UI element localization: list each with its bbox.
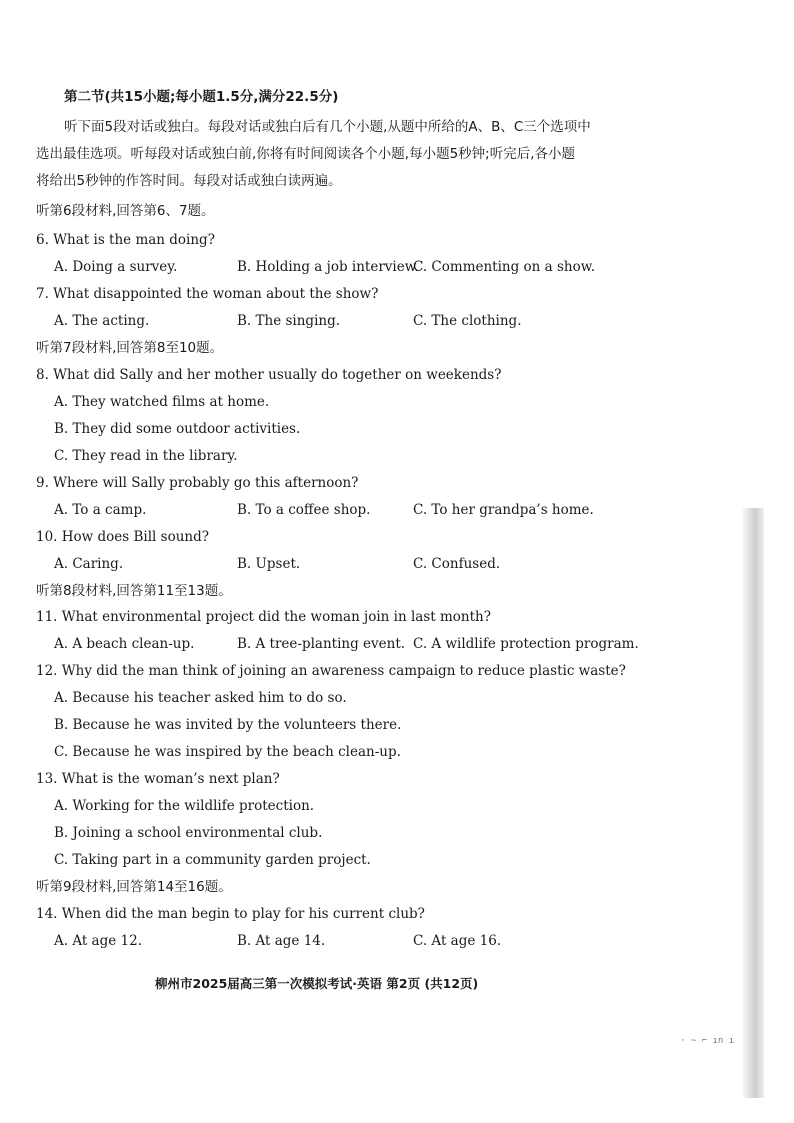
option-a: A. They watched films at home.	[54, 394, 270, 410]
question-stem: 8. What did Sally and her mother usually do together on weekends?	[36, 367, 502, 383]
option-b: B. A tree-planting event.	[237, 636, 406, 652]
option-c: C. To her grandpa’s home.	[413, 502, 594, 518]
option-b: B. At age 14.	[237, 933, 326, 949]
option-a: A. A beach clean-up.	[54, 636, 195, 652]
question-stem: 13. What is the woman’s next plan?	[36, 771, 280, 787]
option-c: C. Commenting on a show.	[413, 259, 595, 275]
option-c: C. They read in the library.	[54, 448, 238, 464]
option-b: B. Holding a job interview.	[237, 259, 419, 275]
option-b: B. Joining a school environmental club.	[54, 825, 323, 841]
option-b: B. The singing.	[237, 313, 341, 329]
option-a: A. The acting.	[54, 313, 150, 329]
instructions-line-3: 将给出5秒钟的作答时间。每段对话或独白读两遍。	[36, 173, 342, 189]
group-header: 听第7段材料,回答第8至10题。	[36, 340, 224, 356]
question-stem: 9. Where will Sally probably go this afternoon?	[36, 475, 359, 491]
option-b: B. They did some outdoor activities.	[54, 421, 301, 437]
scan-shadow	[742, 508, 764, 1098]
question-stem: 14. When did the man begin to play for his current club?	[36, 906, 425, 922]
option-a: A. At age 12.	[54, 933, 143, 949]
question-stem: 12. Why did the man think of joining an awareness campaign to reduce plastic waste?	[36, 663, 626, 679]
option-c: C. At age 16.	[413, 933, 502, 949]
option-b: B. Because he was invited by the volunteers there.	[54, 717, 402, 733]
page-footer: 柳州市2025届高三第一次模拟考试·英语 第2页 (共12页)	[155, 976, 479, 991]
question-stem: 7. What disappointed the woman about the show?	[36, 286, 379, 302]
scan-artifact: · ~ ⌐ ın ı	[680, 1036, 735, 1046]
option-c: C. The clothing.	[413, 313, 522, 329]
instructions-line-2: 选出最佳选项。听每段对话或独白前,你将有时间阅读各个小题,每小题5秒钟;听完后,各小题	[36, 146, 576, 162]
group-header: 听第6段材料,回答第6、7题。	[36, 203, 215, 219]
option-c: C. Because he was inspired by the beach clean-up.	[54, 744, 401, 760]
option-a: A. Working for the wildlife protection.	[54, 798, 315, 814]
option-c: C. Taking part in a community garden project.	[54, 852, 371, 868]
option-a: A. Doing a survey.	[54, 259, 178, 275]
option-b: B. To a coffee shop.	[237, 502, 371, 518]
option-a: A. Caring.	[54, 556, 124, 572]
question-stem: 6. What is the man doing?	[36, 232, 215, 248]
question-stem: 11. What environmental project did the woman join in last month?	[36, 609, 491, 625]
instructions-line-1: 听下面5段对话或独白。每段对话或独白后有几个小题,从题中所给的A、B、C三个选项中	[64, 119, 591, 135]
section-header: 第二节(共15小题;每小题1.5分,满分22.5分)	[64, 89, 339, 105]
option-a: A. Because his teacher asked him to do so.	[54, 690, 347, 706]
option-a: A. To a camp.	[54, 502, 147, 518]
group-header: 听第9段材料,回答第14至16题。	[36, 879, 232, 895]
question-stem: 10. How does Bill sound?	[36, 529, 209, 545]
option-c: C. A wildlife protection program.	[413, 636, 639, 652]
group-header: 听第8段材料,回答第11至13题。	[36, 583, 232, 599]
option-b: B. Upset.	[237, 556, 301, 572]
option-c: C. Confused.	[413, 556, 501, 572]
